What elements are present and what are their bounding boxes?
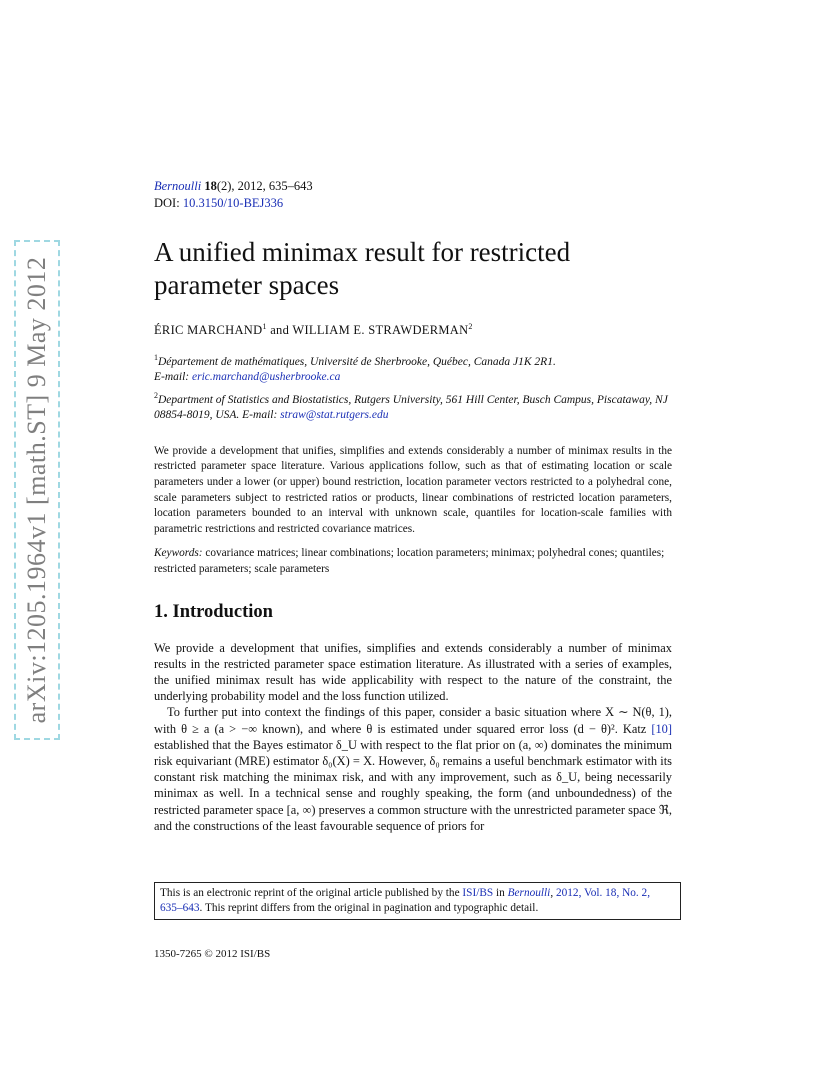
isi-bs-link[interactable]: ISI/BS bbox=[462, 887, 494, 899]
journal-issue-pages: (2), 2012, 635–643 bbox=[216, 179, 313, 193]
journal-volume: 18 bbox=[204, 179, 217, 193]
affiliation-1 bbox=[154, 350, 672, 385]
doi-label: DOI: bbox=[154, 196, 180, 210]
abstract: We provide a development that unifies, simplifies and extends considerably a number of minimax results in the restricted parameter space literature. Various applications follow, such as that of estimating location or scale parameters under a lower (or upper) bound restriction, location parameter vectors restricted to a polyhedral cone, scale parameters subject to restricted ratios or products, linear combinations of restricted location parameters, location parameters bounded to an interval with unknown scale, quantiles for location-scale families with parametric restrictions and restricted covariance matrices. bbox=[154, 444, 672, 535]
reprint-text-3: . This reprint differs from the original in pagination and typographic detail. bbox=[199, 902, 539, 914]
copyright-footer: 1350-7265 © 2012 ISI/BS bbox=[154, 948, 271, 960]
author-1-affil-mark: 1 bbox=[262, 322, 267, 331]
author-conjunction: and bbox=[270, 323, 290, 338]
affiliation-1-email-link[interactable]: eric.marchand@usherbrooke.ca bbox=[192, 370, 341, 383]
paper-title: A unified minimax result for restricted parameter spaces bbox=[154, 237, 571, 300]
intro-paragraph-1: We provide a development that unifies, simplifies and extends considerably a number of minimax results in the restricted parameter space estimation literature. As illustrated with a series of examples, the unified minimax result has wide applicability with respect to the nature of the constraint, the underlying probability model and the loss function utilized. bbox=[154, 640, 672, 704]
intro-paragraph-2-part-a: To further put into context the findings of this paper, consider a basic situation where X ∼ N(θ, 1), with θ ≥ a (a > −∞ known), and where θ is estimated under squared error loss (d − θ)². Katz bbox=[154, 705, 672, 736]
arxiv-identifier: arXiv:1205.1964v1 [math.ST] 9 May 2012 bbox=[22, 256, 51, 724]
citation-link-10[interactable]: [10] bbox=[651, 721, 672, 736]
affiliation-2-email-link[interactable]: straw@stat.rutgers.edu bbox=[280, 408, 389, 421]
author-2-affil-mark: 2 bbox=[468, 322, 473, 331]
intro-paragraph-2-part-b: established that the Bayes estimator δ_U with respect to the flat prior on (a, ∞) dominates the minimum risk equivariant (MRE) estimator δ₀(X) = X. However, δ₀ remains a useful benchmark estimator with its constant risk matching the minimax risk, and with any improvement, such as δ_U, being necessarily minimax as well. In a technical sense and roughly speaking, the form (and unboundedness) of the restricted parameter space [a, ∞) preserves a common structure with the unrestricted parameter space ℜ, and the constructions of the least favourable sequence of priors for bbox=[154, 737, 672, 833]
reprint-text-2: in bbox=[496, 887, 505, 899]
intro-paragraph-2 bbox=[154, 704, 672, 834]
section-heading-introduction: 1. Introduction bbox=[154, 601, 273, 622]
affiliation-1-number: 1 bbox=[154, 353, 158, 363]
introduction-body bbox=[154, 640, 672, 834]
author-1: ÉRIC MARCHAND bbox=[154, 323, 263, 338]
affiliation-2-text: Department of Statistics and Biostatistics, Rutgers University, 561 Hill Center, Busch Campus, Piscataway, NJ 08854-8019, USA. E-mail: bbox=[154, 393, 668, 421]
keywords bbox=[154, 546, 672, 577]
paper-content bbox=[154, 178, 672, 834]
reprint-notice-box: This is an electronic reprint of the original article published by the ISI/BS in Bernoulli, 2012, Vol. 18, No. 2, 635–643. This reprint differs from the original in pagination and typographic detail. bbox=[154, 882, 681, 920]
keywords-text: covariance matrices; linear combinations; location parameters; minimax; polyhedral cones; quantiles; restricted parameters; scale parameters bbox=[154, 547, 665, 575]
affiliation-2-number: 2 bbox=[154, 390, 158, 400]
affiliation-1-text: Département de mathématiques, Université de Sherbrooke, Québec, Canada J1K 2R1. bbox=[158, 355, 556, 368]
reprint-text-1: This is an electronic reprint of the original article published by the bbox=[160, 887, 460, 899]
author-2: WILLIAM E. STRAWDERMAN bbox=[292, 323, 469, 338]
journal-name-link[interactable]: Bernoulli bbox=[154, 179, 202, 193]
doi-link[interactable]: 10.3150/10-BEJ336 bbox=[182, 196, 284, 210]
author-line bbox=[154, 322, 672, 338]
doi-line bbox=[154, 195, 672, 212]
keywords-label: Keywords: bbox=[154, 547, 203, 560]
reprint-journal-link[interactable]: Bernoulli bbox=[507, 887, 551, 899]
arxiv-side-stamp bbox=[14, 240, 60, 740]
affiliation-1-email-label: E-mail: bbox=[154, 370, 190, 383]
journal-citation bbox=[154, 178, 672, 195]
reprint-citation-link[interactable]: 2012, Vol. 18, No. 2, 635–643 bbox=[160, 887, 651, 914]
affiliation-2 bbox=[154, 388, 672, 423]
